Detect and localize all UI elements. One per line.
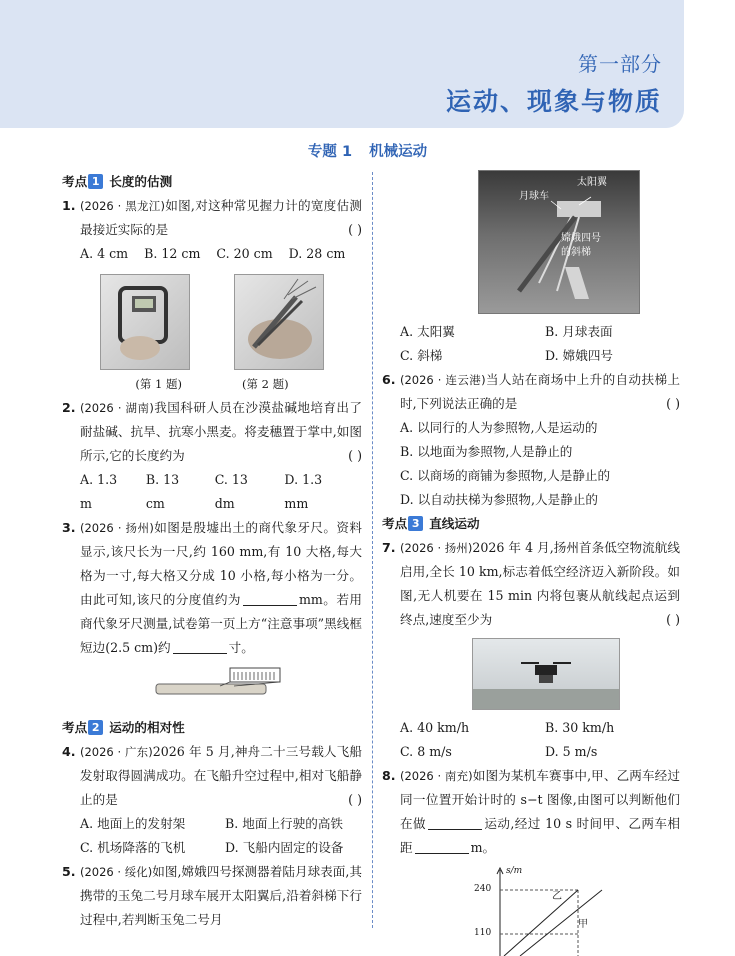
question-source: (2026 · 扬州)	[80, 521, 154, 535]
question-number: 7.	[382, 540, 396, 555]
figure-row-1-2	[62, 274, 362, 370]
topic-title	[0, 140, 735, 161]
answer-blank[interactable]	[428, 815, 482, 830]
grip-dynamometer-photo	[100, 274, 190, 370]
answer-paren: ( )	[348, 222, 362, 237]
question-number: 3.	[62, 520, 76, 535]
lunar-rover-photo	[478, 170, 640, 314]
question-text: 如图为某机车赛事中,甲、乙两车经过同一位置开始计时的 s−t 图像,由图可以判断他们在做	[400, 768, 680, 831]
figure-captions	[62, 372, 362, 396]
option-c: C. 8 m/s	[400, 744, 452, 759]
option-b: B. 30 km/h	[545, 720, 615, 735]
answer-paren: ( )	[348, 792, 362, 807]
part-title: 运动、现象与物质	[445, 87, 662, 116]
graph-line-label-jia: 甲	[578, 919, 588, 930]
question-5	[62, 860, 362, 932]
answer-paren: ( )	[348, 448, 362, 463]
graph-tick-110: 110	[474, 928, 492, 938]
option-b: B. 以地面为参照物,人是静止的	[400, 444, 573, 459]
key-point-number: 3	[408, 516, 423, 531]
option-b: B. 12 cm	[144, 246, 201, 261]
question-number: 1.	[62, 198, 76, 213]
column-divider	[372, 172, 373, 928]
key-point-number: 2	[88, 720, 103, 735]
question-number: 8.	[382, 768, 396, 783]
wheat-ear-photo	[234, 274, 324, 370]
option-c: C. 机场降落的飞机	[80, 840, 186, 855]
question-6	[382, 368, 680, 416]
right-column	[382, 170, 680, 956]
option-d: D. 飞船内固定的设备	[225, 840, 344, 855]
answer-blank[interactable]	[243, 591, 297, 606]
option-a: A. 40 km/h	[400, 720, 470, 735]
question-4	[62, 740, 362, 812]
option-c: C. 斜梯	[400, 348, 443, 363]
graph-line-label-yi: 乙	[552, 891, 562, 902]
graph-ylabel: s/m	[506, 866, 523, 876]
question-source: (2026 · 扬州)	[400, 541, 473, 555]
option-c: C. 20 cm	[216, 246, 273, 261]
question-text: 如图,对这种常见握力计的宽度估测最接近实际的是	[80, 198, 362, 237]
option-a: A. 太阳翼	[400, 324, 455, 339]
options-q1	[62, 242, 362, 266]
part-label: 第一部分	[578, 52, 662, 76]
question-source: (2026 · 黑龙江)	[80, 199, 165, 213]
answer-blank[interactable]	[415, 839, 469, 854]
key-point-3: 考点 3 直线运动	[382, 516, 480, 531]
drone-photo	[472, 638, 620, 710]
question-number: 2.	[62, 400, 76, 415]
question-3	[62, 516, 362, 660]
options-q5	[382, 320, 680, 368]
topic-number: 专题 1	[307, 144, 353, 160]
option-a: A. 地面上的发射架	[80, 816, 186, 831]
question-source: (2026 · 连云港)	[400, 373, 486, 387]
question-text: 我国科研人员在沙漠盐碱地培育出了耐盐碱、抗旱、抗寒小黑麦。将麦穗置于掌中,如图所示,它的长度约为	[80, 400, 362, 463]
question-text: 如图,嫦娥四号探测器着陆月球表面,其携带的玉兔二号月球车展开太阳翼后,沿着斜梯下行过程中,若判断玉兔二号月	[80, 864, 362, 927]
key-point-number: 1	[88, 174, 103, 189]
option-c: C. 13 dm	[214, 472, 248, 511]
option-d: D. 5 m/s	[545, 744, 598, 759]
caption-q1: (第 1 题)	[135, 377, 182, 391]
options-q7	[382, 716, 680, 764]
label-rover: 月球车	[519, 191, 549, 202]
option-b: B. 13 cm	[145, 472, 180, 511]
graph-tick-240: 240	[474, 884, 492, 894]
question-text: 2026 年 5 月,神舟二十三号载人飞船发射取得圆满成功。在飞船升空过程中,相对飞船静止的是	[80, 744, 362, 807]
caption-q2: (第 2 题)	[242, 377, 289, 391]
question-source: (2026 · 南充)	[400, 769, 473, 783]
question-number: 6.	[382, 372, 396, 387]
option-c: C. 以商场的商铺为参照物,人是静止的	[400, 468, 611, 483]
question-text: 如图是殷墟出土的商代象牙尺。资料显示,该尺长为一尺,约 160 mm,有 10 大格,每大格为一寸,每大格又分成 10 小格,每小格为一分。由此可知,该尺的分度值约为	[80, 520, 362, 607]
label-ladder: 的斜梯	[561, 247, 591, 258]
question-text: 寸。	[228, 640, 254, 655]
s-t-graph	[470, 866, 610, 956]
option-a: A. 4 cm	[80, 246, 129, 261]
option-a: A. 以同行的人为参照物,人是运动的	[400, 420, 598, 435]
option-d: D. 以自动扶梯为参照物,人是静止的	[400, 492, 598, 507]
key-point-2: 考点 2 运动的相对性	[62, 720, 185, 735]
key-point-1: 考点 1 长度的估测	[62, 174, 173, 189]
options-q2	[62, 468, 362, 516]
section-header	[0, 0, 684, 128]
question-text: m。	[470, 840, 496, 855]
topic-name: 机械运动	[369, 144, 428, 160]
answer-paren: ( )	[666, 612, 680, 627]
question-7	[382, 536, 680, 632]
question-text: 2026 年 4 月,扬州首条低空物流航线启用,全长 10 km,标志着低空经济迈入新阶段。如图,无人机要在 15 min 内将包裹从航线起点运到终点,速度至少为	[400, 540, 680, 627]
question-2	[62, 396, 362, 468]
option-d: D. 嫦娥四号	[545, 348, 614, 363]
question-number: 5.	[62, 864, 76, 879]
key-point-title: 运动的相对性	[109, 720, 185, 735]
question-1	[62, 194, 362, 242]
question-source: (2026 · 湖南)	[80, 401, 154, 415]
question-source: (2026 · 绥化)	[80, 865, 153, 879]
option-b: B. 月球表面	[545, 324, 613, 339]
question-8	[382, 764, 680, 860]
answer-paren: ( )	[666, 396, 680, 411]
question-text: 当人站在商场中上升的自动扶梯上时,下列说法正确的是	[400, 372, 681, 411]
question-number: 4.	[62, 744, 76, 759]
ivory-ruler-figure	[154, 666, 362, 708]
key-point-title: 直线运动	[429, 516, 480, 531]
left-column	[62, 170, 362, 932]
option-d: D. 1.3 mm	[284, 472, 323, 511]
key-point-title: 长度的估测	[109, 174, 173, 189]
options-q4	[62, 812, 362, 860]
label-lander: 嫦娥四号	[561, 233, 601, 244]
label-solar-wing: 太阳翼	[577, 177, 607, 188]
answer-blank[interactable]	[173, 639, 227, 654]
option-a: A. 1.3 m	[80, 472, 118, 511]
question-text: mm。若用商代象牙尺测量,试卷第一页上方“注意事项”黑线框短边(2.5 cm)约	[80, 592, 362, 655]
question-text: 运动,经过 10 s 时间甲、乙两车相距	[400, 816, 680, 855]
option-d: D. 28 cm	[288, 246, 346, 261]
question-source: (2026 · 广东)	[80, 745, 153, 759]
option-b: B. 地面上行驶的高铁	[225, 816, 344, 831]
